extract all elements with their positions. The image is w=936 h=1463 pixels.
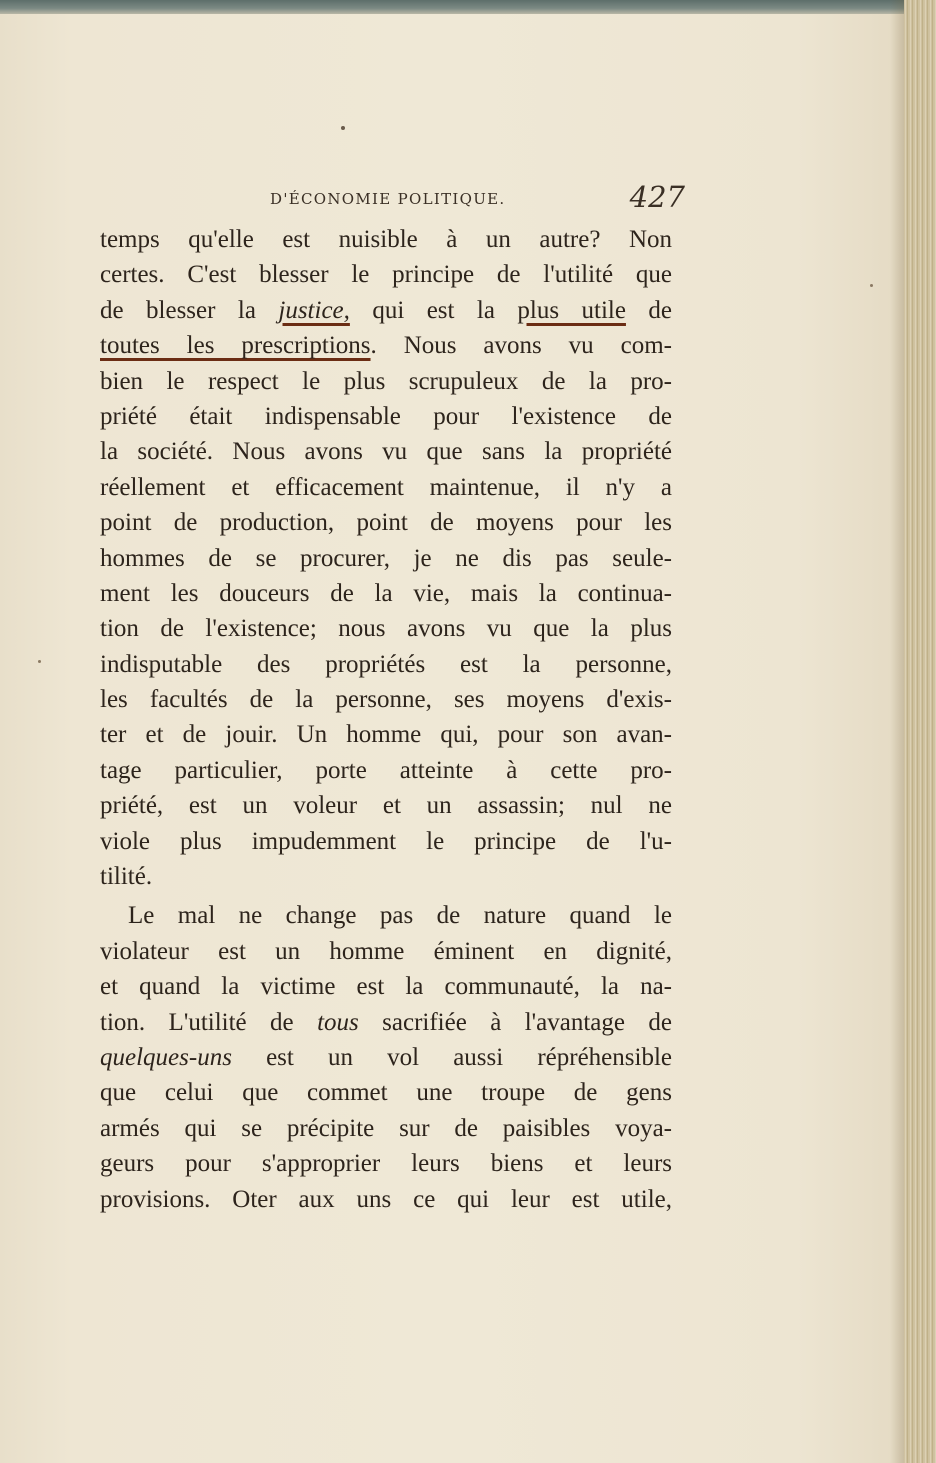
text-line: réellement et efficacement maintenue, il n'y a: [100, 473, 672, 501]
text-line: [100, 1005, 672, 1040]
text-line: tage particulier, porte atteinte à cette pro-: [100, 756, 672, 784]
text-line: hommes de se procurer, je ne dis pas seule-: [100, 544, 672, 572]
body-text: [100, 222, 672, 1217]
underlined-word-justice: justice,: [278, 296, 350, 324]
text-line: violateur est un homme éminent en dignité,: [100, 937, 672, 965]
text-line: viole plus impudemment le principe de l'u-: [100, 827, 672, 855]
text-line: priété était indispensable pour l'existence de: [100, 402, 672, 430]
text-line: tilité.: [100, 863, 153, 891]
text-run: tion. L'utilité de: [100, 1008, 318, 1036]
text-line: Le mal ne change pas de nature quand le: [128, 902, 672, 930]
text-line: [100, 293, 672, 328]
underlined-phrase-prescriptions: toutes les prescriptions: [100, 332, 371, 360]
text-line: armés qui se précipite sur de paisibles voya-: [100, 1114, 672, 1142]
text-line: et quand la victime est la communauté, la na-: [100, 973, 672, 1001]
text-line: certes. C'est blesser le principe de l'utilité que: [100, 261, 672, 289]
text-run: qui est la: [349, 296, 518, 324]
text-line: que celui que commet une troupe de gens: [100, 1079, 672, 1107]
text-line: geurs pour s'approprier leurs biens et leurs: [100, 1150, 672, 1178]
text-line: ter et de jouir. Un homme qui, pour son avan-: [100, 721, 672, 749]
text-line: la société. Nous avons vu que sans la propriété: [100, 438, 672, 466]
text-line: [100, 328, 672, 363]
book-top-edge: [0, 0, 936, 14]
text-line: ment les douceurs de la vie, mais la continua-: [100, 579, 672, 607]
italic-phrase-quelques-uns: quelques-uns: [100, 1043, 232, 1071]
text-line: temps qu'elle est nuisible à un autre? Non: [100, 226, 672, 253]
text-run: . Nous avons vu com-: [370, 332, 672, 360]
page-curl-shadow: [890, 0, 904, 1463]
text-line: tion de l'existence; nous avons vu que la plus: [100, 615, 672, 643]
text-line: les facultés de la personne, ses moyens d'exis-: [100, 686, 672, 714]
underlined-phrase-plus-utile: plus utile: [517, 296, 626, 324]
text-run: sacrifiée à l'avantage de: [358, 1008, 672, 1036]
running-head-title: D'ÉCONOMIE POLITIQUE.: [270, 190, 506, 208]
book-fore-edge: [904, 0, 936, 1463]
text-line: [100, 1040, 672, 1075]
text-run: de blesser la: [100, 296, 279, 324]
running-head: [100, 180, 685, 222]
text-line: provisions. Oter aux uns ce qui leur est utile,: [100, 1185, 672, 1213]
text-line: indisputable des propriétés est la personne,: [100, 650, 672, 678]
text-run: est un vol aussi répréhensible: [231, 1043, 672, 1071]
ink-speck: [870, 284, 873, 287]
text-line: bien le respect le plus scrupuleux de la pro-: [100, 367, 672, 395]
page-number: 427: [629, 180, 685, 214]
text-run: de: [625, 296, 672, 324]
italic-word-tous: tous: [317, 1008, 359, 1036]
text-line: point de production, point de moyens pour les: [100, 509, 672, 537]
text-line: priété, est un voleur et un assassin; nul ne: [100, 792, 672, 820]
ink-speck: [341, 126, 345, 130]
ink-speck: [38, 660, 41, 663]
